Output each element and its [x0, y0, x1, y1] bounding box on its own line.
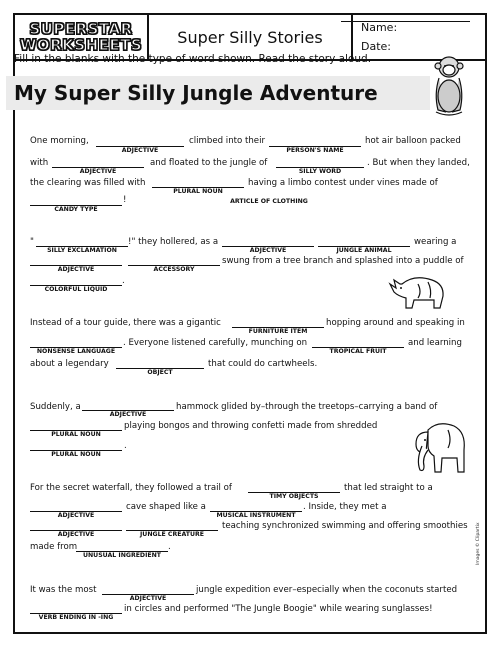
- blank-label: SILLY WORD: [298, 168, 342, 175]
- story-text: cave shaped like a: [126, 502, 206, 512]
- story-text: .: [168, 542, 171, 552]
- story-text: For the secret waterfall, they followed a trail of: [30, 483, 232, 493]
- story-text: Instead of a tour guide, there was a gigantic: [30, 318, 221, 328]
- logo-line-2: WORKSHEETS: [19, 36, 143, 54]
- blank-label: PLURAL NOUN: [173, 188, 223, 195]
- blank-label: NONSENSE LANGUAGE: [36, 348, 116, 355]
- blank-label: TIMY OBJECTS: [269, 493, 319, 500]
- name-date-divider: [341, 21, 470, 22]
- story-title: My Super Silly Jungle Adventure: [6, 76, 430, 110]
- date-label: Date:: [361, 40, 391, 53]
- blank-label: PLURAL NOUN: [51, 451, 101, 458]
- blank-label: ADJECTIVE: [57, 512, 95, 519]
- blank-label: ADJECTIVE: [79, 168, 117, 175]
- story-text: that could do cartwheels.: [208, 359, 318, 369]
- monkey-icon: [426, 54, 472, 118]
- story-text: ": [30, 237, 34, 247]
- story-text: hammock glided by–through the treetops–carrying a band of: [176, 402, 438, 412]
- story-text: hot air balloon packed: [365, 136, 461, 146]
- blank-label: FURNITURE ITEM: [248, 328, 308, 335]
- story-text: . Inside, they met a: [303, 502, 387, 512]
- blank-label: OBJECT: [147, 369, 173, 376]
- story-text: the clearing was filled with: [30, 178, 146, 188]
- story-text: . Everyone listened carefully, munching on: [123, 338, 308, 348]
- blank-label: MUSICAL INSTRUMENT: [216, 512, 296, 519]
- blank-label: PLURAL NOUN: [51, 431, 101, 438]
- story-text: One morning,: [30, 136, 89, 146]
- story-text: teaching synchronized swimming and offering smoothies: [222, 521, 468, 531]
- name-label: Name:: [361, 21, 398, 34]
- blank-label: COLORFUL LIQUID: [44, 286, 108, 293]
- blank-label: ARTICLE OF CLOTHING: [230, 198, 308, 205]
- rhino-icon: [388, 272, 448, 312]
- blank-label: ADJECTIVE: [249, 247, 287, 254]
- story-text: and learning: [408, 338, 462, 348]
- blank-label: CANDY TYPE: [54, 206, 98, 213]
- blank-label: ADJECTIVE: [57, 531, 95, 538]
- story-text: .: [122, 276, 125, 286]
- story-text: wearing a: [414, 237, 457, 247]
- blank-label: VERB ENDING IN -ING: [38, 614, 114, 621]
- blank-label: ADJECTIVE: [57, 266, 95, 273]
- story-text: .: [124, 441, 127, 451]
- instructions: Fill in the blanks with the type of word shown. Read the story aloud.: [14, 53, 372, 65]
- story-text: made from: [30, 542, 78, 552]
- story-text: !: [123, 195, 127, 205]
- blank-label: ADJECTIVE: [109, 411, 147, 418]
- story-text: !" they hollered, as a: [128, 237, 219, 247]
- blank-label: ADJECTIVE: [121, 147, 159, 154]
- blank-label: TROPICAL FRUIT: [329, 348, 387, 355]
- elephant-icon: [408, 416, 470, 478]
- story-text: in circles and performed "The Jungle Boogie" while wearing sunglasses!: [124, 604, 433, 614]
- story-text: . But when they landed,: [367, 158, 470, 168]
- blank-label: ACCESSORY: [153, 266, 195, 273]
- story-text: Suddenly, a: [30, 402, 81, 412]
- blank-label: PERSON'S NAME: [286, 147, 344, 154]
- copyright-note: Images © Clipartix: [476, 522, 481, 565]
- story-text: jungle expedition ever–especially when the coconuts started: [196, 585, 458, 595]
- blank-label: SILLY EXCLAMATION: [47, 247, 117, 254]
- story-text: swung from a tree branch and splashed into a puddle of: [222, 256, 464, 266]
- story-text: with: [30, 158, 49, 168]
- blank-label: JUNGLE CREATURE: [140, 531, 204, 538]
- logo-line-1: SUPERSTAR: [29, 20, 133, 38]
- story-text: about a legendary: [30, 359, 109, 369]
- story-text: climbed into their: [189, 136, 266, 146]
- story-text: hopping around and speaking in: [326, 318, 465, 328]
- blank-label: ADJECTIVE: [129, 595, 167, 602]
- header-title: Super Silly Stories: [149, 15, 353, 59]
- story-text: that led straight to a: [344, 483, 433, 493]
- story-text: playing bongos and throwing confetti made from shredded: [124, 421, 378, 431]
- story-text: and floated to the jungle of: [150, 158, 268, 168]
- blank-label: JUNGLE ANIMAL: [336, 247, 392, 254]
- story-text: having a limbo contest under vines made of: [248, 178, 438, 188]
- story-text: It was the most: [30, 585, 97, 595]
- blank-label: UNUSUAL INGREDIENT: [82, 552, 162, 559]
